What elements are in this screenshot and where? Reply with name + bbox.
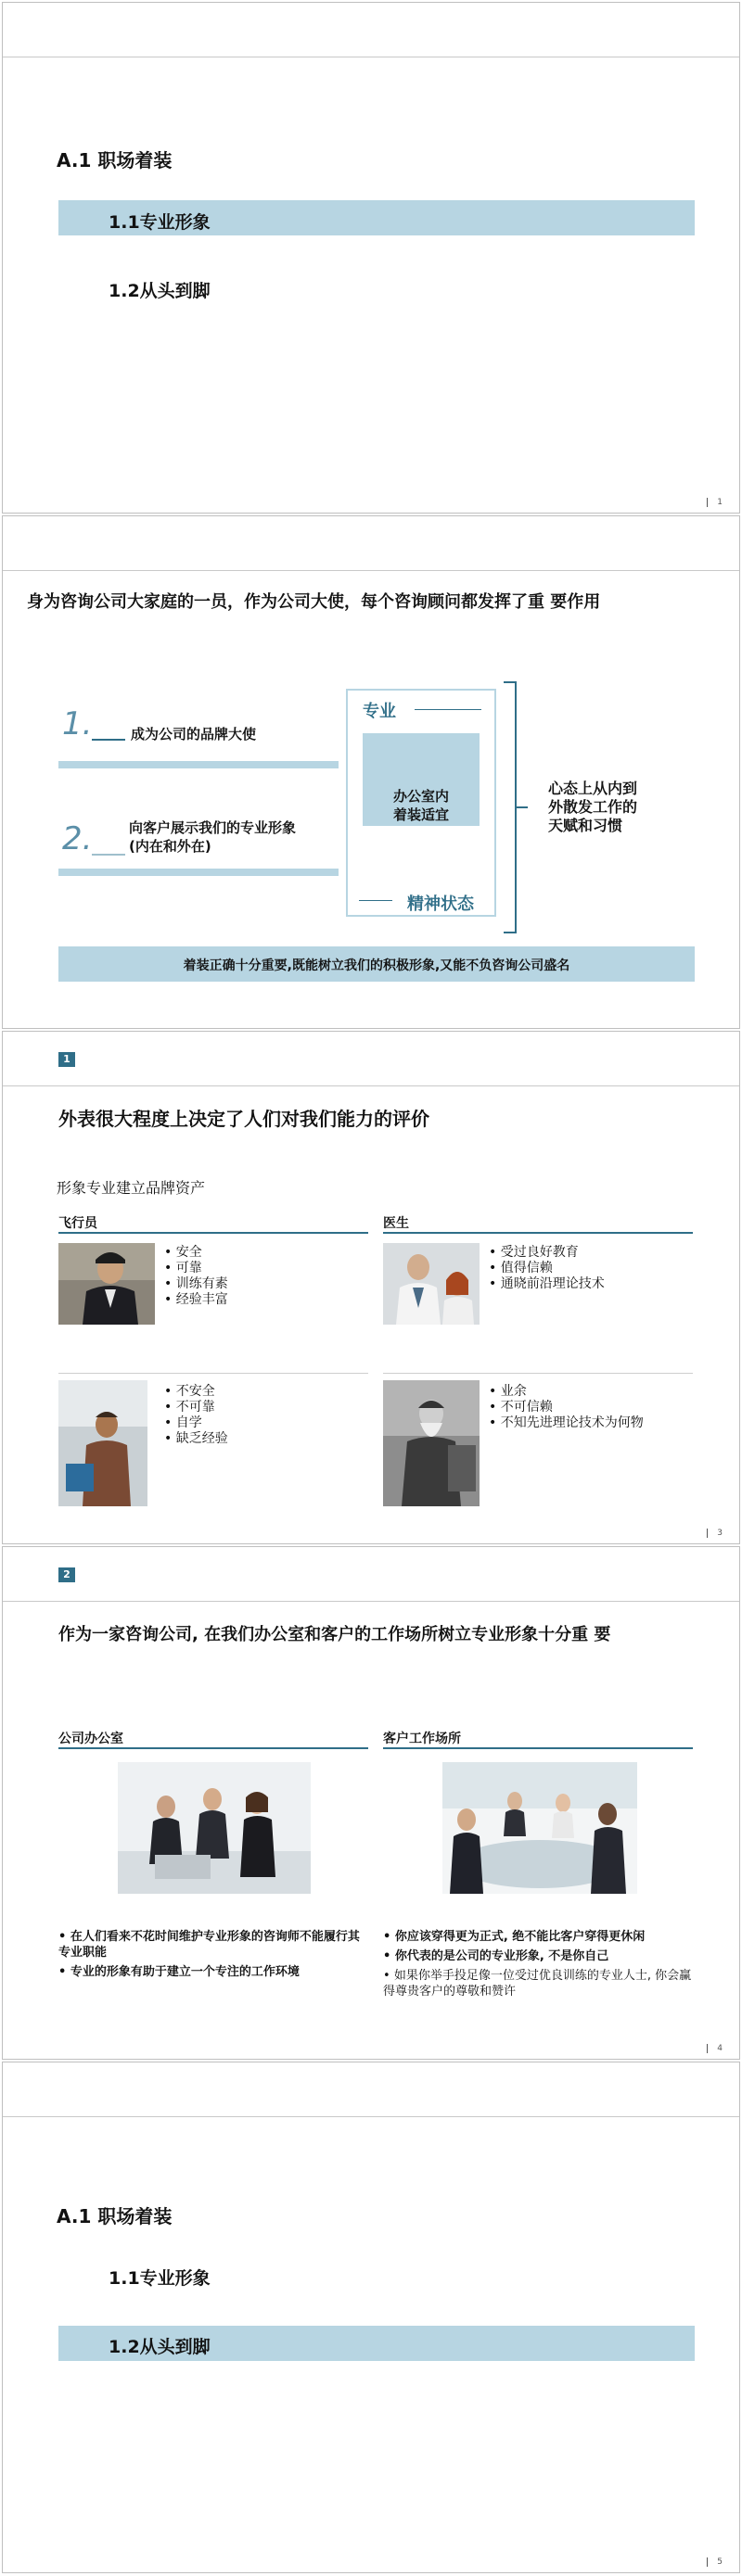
toc-item-2: 1.2从头到脚 — [109, 2337, 211, 2357]
list-item: • 不安全 — [164, 1384, 228, 1400]
pilot-good-list — [164, 1245, 228, 1308]
toc-item-1: 1.1专业形象 — [109, 2268, 211, 2289]
point-bar-1 — [58, 761, 339, 768]
slide-5 — [2, 2062, 740, 2573]
pilot-bad-list — [164, 1384, 228, 1447]
list-item: • 专业的形象有助于建立一个专注的工作环境 — [58, 1964, 361, 1980]
banner-text: 着装正确十分重要,既能树立我们的积极形象,又能不负咨询公司盛名 — [183, 958, 570, 973]
section-badge: 1 — [58, 1052, 75, 1067]
doctor-professional-photo — [383, 1243, 480, 1325]
column-rule-client — [383, 1747, 693, 1749]
doctor-bad-list — [489, 1384, 644, 1431]
pilot-unprofessional-photo — [58, 1380, 147, 1506]
office-team-photo — [118, 1762, 311, 1894]
page-number: 1 — [707, 498, 723, 507]
slide-4 — [2, 1546, 740, 2060]
list-item: • 训练有素 — [164, 1276, 228, 1292]
list-item: • 不可信赖 — [489, 1400, 644, 1415]
list-item: • 如果你举手投足像一位受过优良训练的专业人士, 你会赢得尊贵客户的尊敬和赞许 — [383, 1968, 698, 1999]
list-item: • 受过良好教育 — [489, 1245, 605, 1261]
slide-title: 身为咨询公司大家庭的一员，作为公司大使，每个咨询顾问都发挥了重 要作用 — [27, 592, 601, 612]
bracket-tick — [517, 806, 528, 808]
list-item: • 安全 — [164, 1245, 228, 1261]
point-bar-2 — [58, 869, 339, 876]
mindset-text: 心态上从内到 外散发工作的 天赋和习惯 — [548, 780, 638, 834]
point-underline-1 — [92, 739, 125, 741]
column-head-client: 客户工作场所 — [383, 1732, 461, 1746]
client-bullets — [383, 1929, 698, 1999]
office-bullets — [58, 1929, 361, 1980]
toc-item-2: 1.2从头到脚 — [109, 281, 211, 301]
concept-bottom-line — [359, 900, 392, 901]
concept-top-label: 专业 — [363, 702, 396, 721]
point-2: 向客户展示我们的专业形象 (内在和外在) — [129, 819, 297, 855]
slide-header-bar — [3, 2062, 739, 2117]
column-head-office: 公司办公室 — [58, 1732, 123, 1746]
list-item: • 不知先进理论技术为何物 — [489, 1415, 644, 1431]
point-1: 成为公司的品牌大使 — [131, 726, 257, 742]
concept-bottom-label: 精神状态 — [407, 895, 474, 914]
list-item: • 缺乏经验 — [164, 1431, 228, 1447]
doctor-unprofessional-photo — [383, 1380, 480, 1506]
slide-header-bar — [3, 3, 739, 57]
bracket — [504, 681, 517, 933]
list-item: • 不可靠 — [164, 1400, 228, 1415]
slide-header-bar — [3, 516, 739, 571]
column-head-doctor: 医生 — [383, 1216, 409, 1231]
pilot-professional-photo — [58, 1243, 155, 1325]
slide-title: 作为一家咨询公司, 在我们办公室和客户的工作场所树立专业形象十分重 要 — [58, 1625, 611, 1644]
slide-subtitle: 形象专业建立品牌资产 — [57, 1179, 206, 1197]
slide-3 — [2, 1031, 740, 1544]
slide-header-bar — [3, 1547, 739, 1602]
page-number: 5 — [707, 2557, 723, 2567]
concept-center-text: 办公室内 着装适宜 — [392, 788, 449, 823]
list-item: • 你应该穿得更为正式, 绝不能比客户穿得更休闲 — [383, 1929, 698, 1945]
column-rule-office — [58, 1747, 368, 1749]
slide-2 — [2, 515, 740, 1029]
page-number: 3 — [707, 1529, 723, 1538]
divider — [383, 1373, 693, 1374]
list-item: • 经验丰富 — [164, 1292, 228, 1308]
doctor-good-list — [489, 1245, 605, 1292]
list-item: • 在人们看来不花时间维护专业形象的咨询师不能履行其专业职能 — [58, 1929, 361, 1961]
column-head-pilot: 飞行员 — [58, 1216, 97, 1231]
slide-header-bar — [3, 1032, 739, 1086]
list-item: • 通晓前沿理论技术 — [489, 1276, 605, 1292]
list-item: • 可靠 — [164, 1261, 228, 1276]
section-heading: A.1 职场着装 — [57, 149, 173, 171]
column-rule-pilot — [58, 1232, 368, 1234]
list-item: • 你代表的是公司的专业形象, 不是你自己 — [383, 1948, 698, 1964]
point-number-1: 1. — [62, 705, 93, 742]
section-heading: A.1 职场着装 — [57, 2205, 173, 2227]
concept-top-line — [415, 709, 481, 710]
slide-1 — [2, 2, 740, 514]
point-number-2: 2. — [62, 820, 93, 857]
page-number: 4 — [707, 2044, 723, 2053]
divider — [58, 1373, 368, 1374]
list-item: • 自学 — [164, 1415, 228, 1431]
slide-title: 外表很大程度上决定了人们对我们能力的评价 — [58, 1108, 429, 1130]
column-rule-doctor — [383, 1232, 693, 1234]
list-item: • 值得信赖 — [489, 1261, 605, 1276]
list-item: • 业余 — [489, 1384, 644, 1400]
point-underline-2 — [92, 854, 125, 856]
toc-item-1: 1.1专业形象 — [109, 212, 211, 233]
section-badge: 2 — [58, 1567, 75, 1582]
client-meeting-photo — [442, 1762, 637, 1894]
